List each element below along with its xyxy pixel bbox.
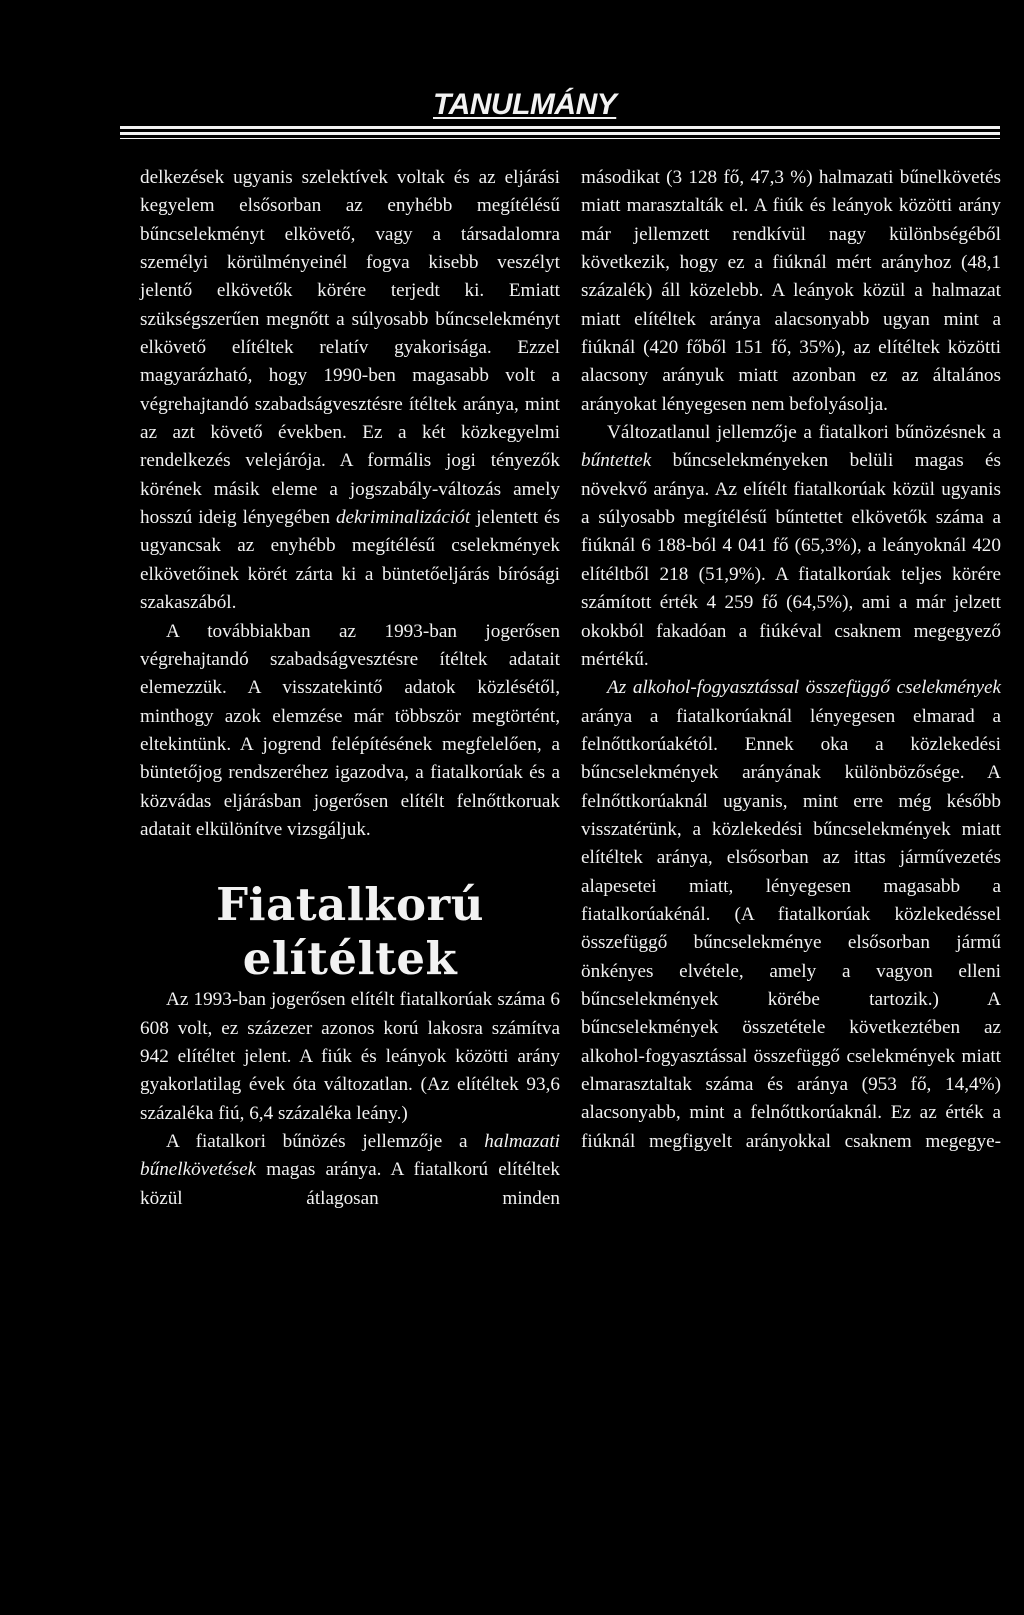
left-paragraph-1 bbox=[140, 164, 560, 618]
text-run: jelentett és ugyancsak az enyhébb megítélésű cselekmények elkövetőinek körét zárta ki a büntetőeljárás bírósági szakaszából. bbox=[140, 507, 560, 614]
header-rule-thick bbox=[120, 126, 1000, 129]
italic-term: dekriminalizációt bbox=[335, 507, 471, 529]
text-run: bűncselekményeken belüli magas és növekvő aránya. Az elítélt fiatalkorúak közül ugyanis a súlyosabb megítélésű bűntettet elkövetők száma a fiúknál 6 188-ból 4 041 fő (65,3%), a leányoknál 420 elítéltből 218 (51,9%). A fiatalkorúak teljes körére számított érték 4 259 fő (64,5%), ami a már jelzett okokból fakadóan a fiúkéval csaknem megegyező mértékű. bbox=[581, 450, 1001, 670]
left-paragraph-4 bbox=[140, 1128, 560, 1213]
header-rule-middle bbox=[120, 132, 1000, 135]
text-run: A fiatalkori bűnözés jellemzője a bbox=[166, 1130, 485, 1152]
left-column bbox=[140, 164, 560, 1213]
right-paragraph-3 bbox=[581, 674, 1001, 1156]
right-paragraph-2 bbox=[581, 419, 1001, 674]
subheading: Fiatalkorú elítéltek bbox=[216, 878, 484, 986]
italic-term: Az alkohol-fogyasztással összefüggő cselekmények bbox=[607, 677, 1001, 699]
header-rule-thin bbox=[120, 138, 1000, 139]
text-run: magas aránya. A fiatalkorú elítéltek közül átlagosan minden bbox=[140, 1159, 560, 1209]
italic-term: bűntettek bbox=[581, 450, 652, 472]
left-paragraph-2: A továbbiakban az 1993-ban jogerősen végrehajtandó szabadságvesztésre ítéltek adatait elemezzük. A visszatekintő adatok közlésétől, minthogy azok elemzése már többször megtörtént, eltekintünk. A jogrend felépítésének megfelelően, a büntetőjog rendszeréhez igazodva, a fiatalkorúak és a közvádas eljárásban jogerősen elítélt felnőttkoruak adatait elkülönítve vizsgáljuk. bbox=[140, 620, 560, 840]
right-column bbox=[581, 164, 1001, 1156]
page-header bbox=[0, 82, 1024, 142]
right-paragraph-1: másodikat (3 128 fő, 47,3 %) halmazati bűnelkövetés miatt marasztalták el. A fiúk és leányok közötti arány már jellemzett rendkívül nagy különbségéből következik, hogy ez a fiúknál mért arányhoz (48,1 százalék) áll közelebb. A leányok közül a halmazat miatt elítéltek aránya alacsonyabb ugyan mint a fiúknál (420 főből 151 fő, 35%), az elítéltek közötti alacsony arányuk miatt azonban ez az általános arányokat lényegesen nem befolyásolja. bbox=[581, 167, 1001, 415]
text-run: aránya a fiatalkorúaknál lényegesen elmarad a felnőttkorúakétól. Ennek oka a közlekedési bűncselekmények arányának különbözősége. A felnőttkorúaknál ugyanis, mint erre még később visszatérünk, a közlekedési bűncselekmények miatt elítéltek aránya, elsősorban az ittas járművezetés alapesetei miatt, lényegesen magasabb a fiatalkorúakénál. (A fiatalkorúak közlekedéssel összefüggő bűncselekménye elsősorban jármű önkényes elvétele, amely a vagyon elleni bűncselekmények körébe tartozik.) A bűncselekmények összetétele következtében az alkohol-fogyasztással összefüggő cselekmények miatt elmarasztaltak száma és aránya (953 fő, 14,4%) alacsonyabb, mint a felnőttkorúaknál. Ez az érték a fiúknál megfigyelt arányokkal csaknem megegye- bbox=[581, 705, 1001, 1152]
left-paragraph-3: Az 1993-ban jogerősen elítélt fiatalkorúak száma 6 608 volt, ez százezer azonos korú lakosra számítva 942 elítéltet jelent. A fiúk és leányok közötti arány gyakorlatilag évek óta változatlan. (Az elítéltek 93,6 százaléka fiú, 6,4 százaléka leány.) bbox=[140, 989, 560, 1124]
italic-term: halmazati bűnelkövetések bbox=[140, 1130, 560, 1181]
text-run: Változatlanul jellemzője a fiatalkori bűnözésnek a bbox=[607, 422, 1001, 444]
section-title: TANULMÁNY bbox=[433, 88, 617, 121]
text-run: delkezések ugyanis szelektívek voltak és az eljárási kegyelem elsősorban az enyhébb megítélésű bűncselekményt elkövető, vagy a társadalomra személyi körülményeinél fogva kisebb veszélyt jelentő elkövetők körére terjedt ki. Emiatt szükségszerűen megnőtt a súlyosabb bűncselekményt elkövető elítéltek relatív gyakorisága. Ezzel magyarázható, hogy 1990-ben magasabb volt a végrehajtandó szabadságvesztésre ítéltek aránya, mint az azt követő években. Ez a két közkegyelmi rendelkezés velejárója. A formális jogi tényezők körének másik eleme a jogszabály-változás amely hosszú ideig lényegében bbox=[140, 167, 560, 529]
